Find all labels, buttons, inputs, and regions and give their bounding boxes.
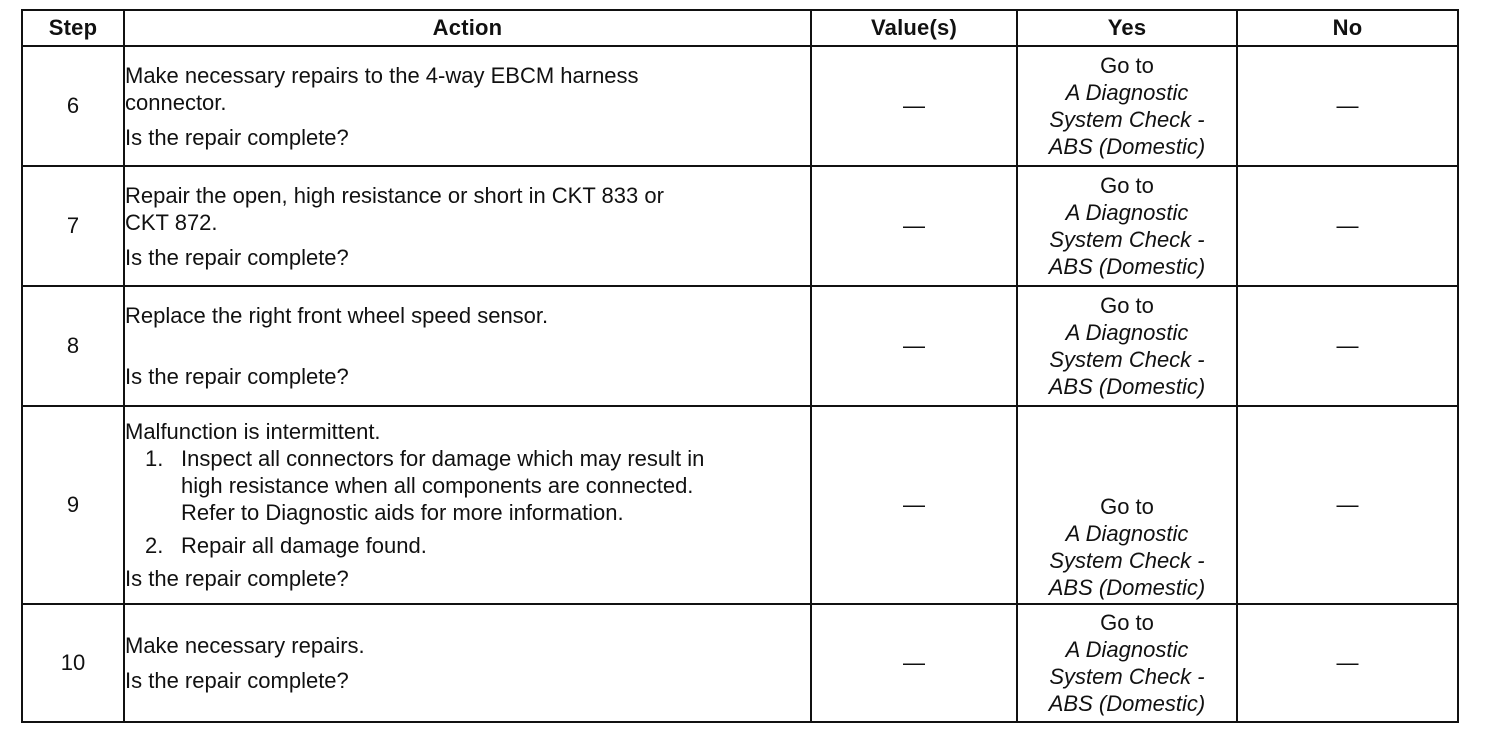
yes-cell bbox=[1017, 406, 1237, 604]
no-cell bbox=[1237, 46, 1458, 166]
substep-text: high resistance when all components are connected. bbox=[181, 473, 694, 498]
value-cell bbox=[811, 286, 1017, 406]
no-dash: — bbox=[1336, 93, 1359, 118]
repair-question: Is the repair complete? bbox=[125, 124, 349, 150]
table-row-step-8 bbox=[22, 286, 1458, 406]
action-text: Malfunction is intermittent. bbox=[125, 419, 381, 444]
table-row-step-10 bbox=[22, 604, 1458, 722]
substep-1 bbox=[125, 445, 810, 499]
yes-go-to bbox=[1018, 609, 1236, 717]
substep-2 bbox=[125, 532, 810, 559]
yes-go-to bbox=[1018, 292, 1236, 400]
go-to-label: Go to bbox=[1100, 610, 1154, 635]
action-text: Make necessary repairs. bbox=[125, 633, 365, 658]
header-yes: Yes bbox=[1017, 10, 1237, 46]
table-row-step-9 bbox=[22, 406, 1458, 604]
step-number: 9 bbox=[22, 406, 124, 604]
go-to-label: Go to bbox=[1100, 53, 1154, 78]
value-dash: — bbox=[903, 650, 925, 675]
substep-text: Inspect all connectors for damage which may result in bbox=[181, 446, 705, 471]
action-text: Repair the open, high resistance or short in CKT 833 or bbox=[125, 182, 664, 208]
action-cell bbox=[124, 406, 811, 604]
repair-question: Is the repair complete? bbox=[125, 364, 349, 389]
substep-note: Refer to Diagnostic aids for more information. bbox=[181, 500, 624, 525]
action-text: Make necessary repairs to the 4-way EBCM harness bbox=[125, 62, 639, 88]
substep-list bbox=[125, 445, 810, 499]
header-values: Value(s) bbox=[811, 10, 1017, 46]
value-cell bbox=[811, 406, 1017, 604]
action-text: Replace the right front wheel speed sensor. bbox=[125, 303, 549, 328]
no-cell bbox=[1237, 166, 1458, 286]
action-cell bbox=[124, 286, 811, 406]
table-row-step-6 bbox=[22, 46, 1458, 166]
yes-go-to bbox=[1018, 493, 1236, 601]
table-row-step-7 bbox=[22, 166, 1458, 286]
repair-question: Is the repair complete? bbox=[125, 668, 349, 693]
action-cell bbox=[124, 166, 811, 286]
substep-text: Repair all damage found. bbox=[181, 533, 427, 558]
yes-cell bbox=[1017, 286, 1237, 406]
go-to-label: Go to bbox=[1100, 494, 1154, 519]
action-cell bbox=[124, 604, 811, 722]
substep-number: 2. bbox=[145, 533, 164, 558]
header-step: Step bbox=[22, 10, 124, 46]
header-no: No bbox=[1237, 10, 1458, 46]
header-action: Action bbox=[124, 10, 811, 46]
value-dash: — bbox=[903, 213, 925, 238]
value-dash: — bbox=[903, 492, 925, 517]
value-dash: — bbox=[903, 333, 925, 358]
substep-list bbox=[125, 532, 810, 559]
yes-go-to bbox=[1018, 172, 1236, 280]
step-number: 6 bbox=[22, 46, 124, 166]
diagnostic-check-link[interactable]: A Diagnostic System Check - ABS (Domestic) bbox=[1048, 320, 1206, 399]
repair-question: Is the repair complete? bbox=[125, 244, 349, 270]
no-cell bbox=[1237, 604, 1458, 722]
repair-question: Is the repair complete? bbox=[125, 566, 349, 591]
yes-go-to bbox=[1018, 52, 1236, 160]
no-dash: — bbox=[1336, 333, 1359, 358]
yes-cell bbox=[1017, 604, 1237, 722]
diagnostic-check-link[interactable]: A Diagnostic System Check - ABS (Domestic) bbox=[1048, 80, 1206, 159]
no-dash: — bbox=[1336, 650, 1359, 675]
value-cell bbox=[811, 166, 1017, 286]
no-cell bbox=[1237, 286, 1458, 406]
no-dash: — bbox=[1336, 492, 1359, 517]
value-cell bbox=[811, 604, 1017, 722]
diagnostic-check-link[interactable]: A Diagnostic System Check - ABS (Domestic) bbox=[1048, 637, 1206, 716]
go-to-label: Go to bbox=[1100, 173, 1154, 198]
action-text: CKT 872. bbox=[125, 209, 218, 235]
value-cell bbox=[811, 46, 1017, 166]
no-cell bbox=[1237, 406, 1458, 604]
no-dash: — bbox=[1336, 213, 1359, 238]
yes-cell bbox=[1017, 46, 1237, 166]
action-text: connector. bbox=[125, 89, 227, 115]
action-cell bbox=[124, 46, 811, 166]
value-dash: — bbox=[903, 93, 925, 118]
yes-cell bbox=[1017, 166, 1237, 286]
step-number: 7 bbox=[22, 166, 124, 286]
diagnostic-check-link[interactable]: A Diagnostic System Check - ABS (Domestic) bbox=[1048, 200, 1206, 279]
step-number: 8 bbox=[22, 286, 124, 406]
diagnostic-check-link[interactable]: A Diagnostic System Check - ABS (Domestic) bbox=[1048, 521, 1206, 600]
go-to-label: Go to bbox=[1100, 293, 1154, 318]
step-number: 10 bbox=[22, 604, 124, 722]
substep-number: 1. bbox=[145, 446, 164, 471]
diagnostic-table bbox=[21, 9, 1459, 723]
header-row bbox=[22, 10, 1458, 46]
